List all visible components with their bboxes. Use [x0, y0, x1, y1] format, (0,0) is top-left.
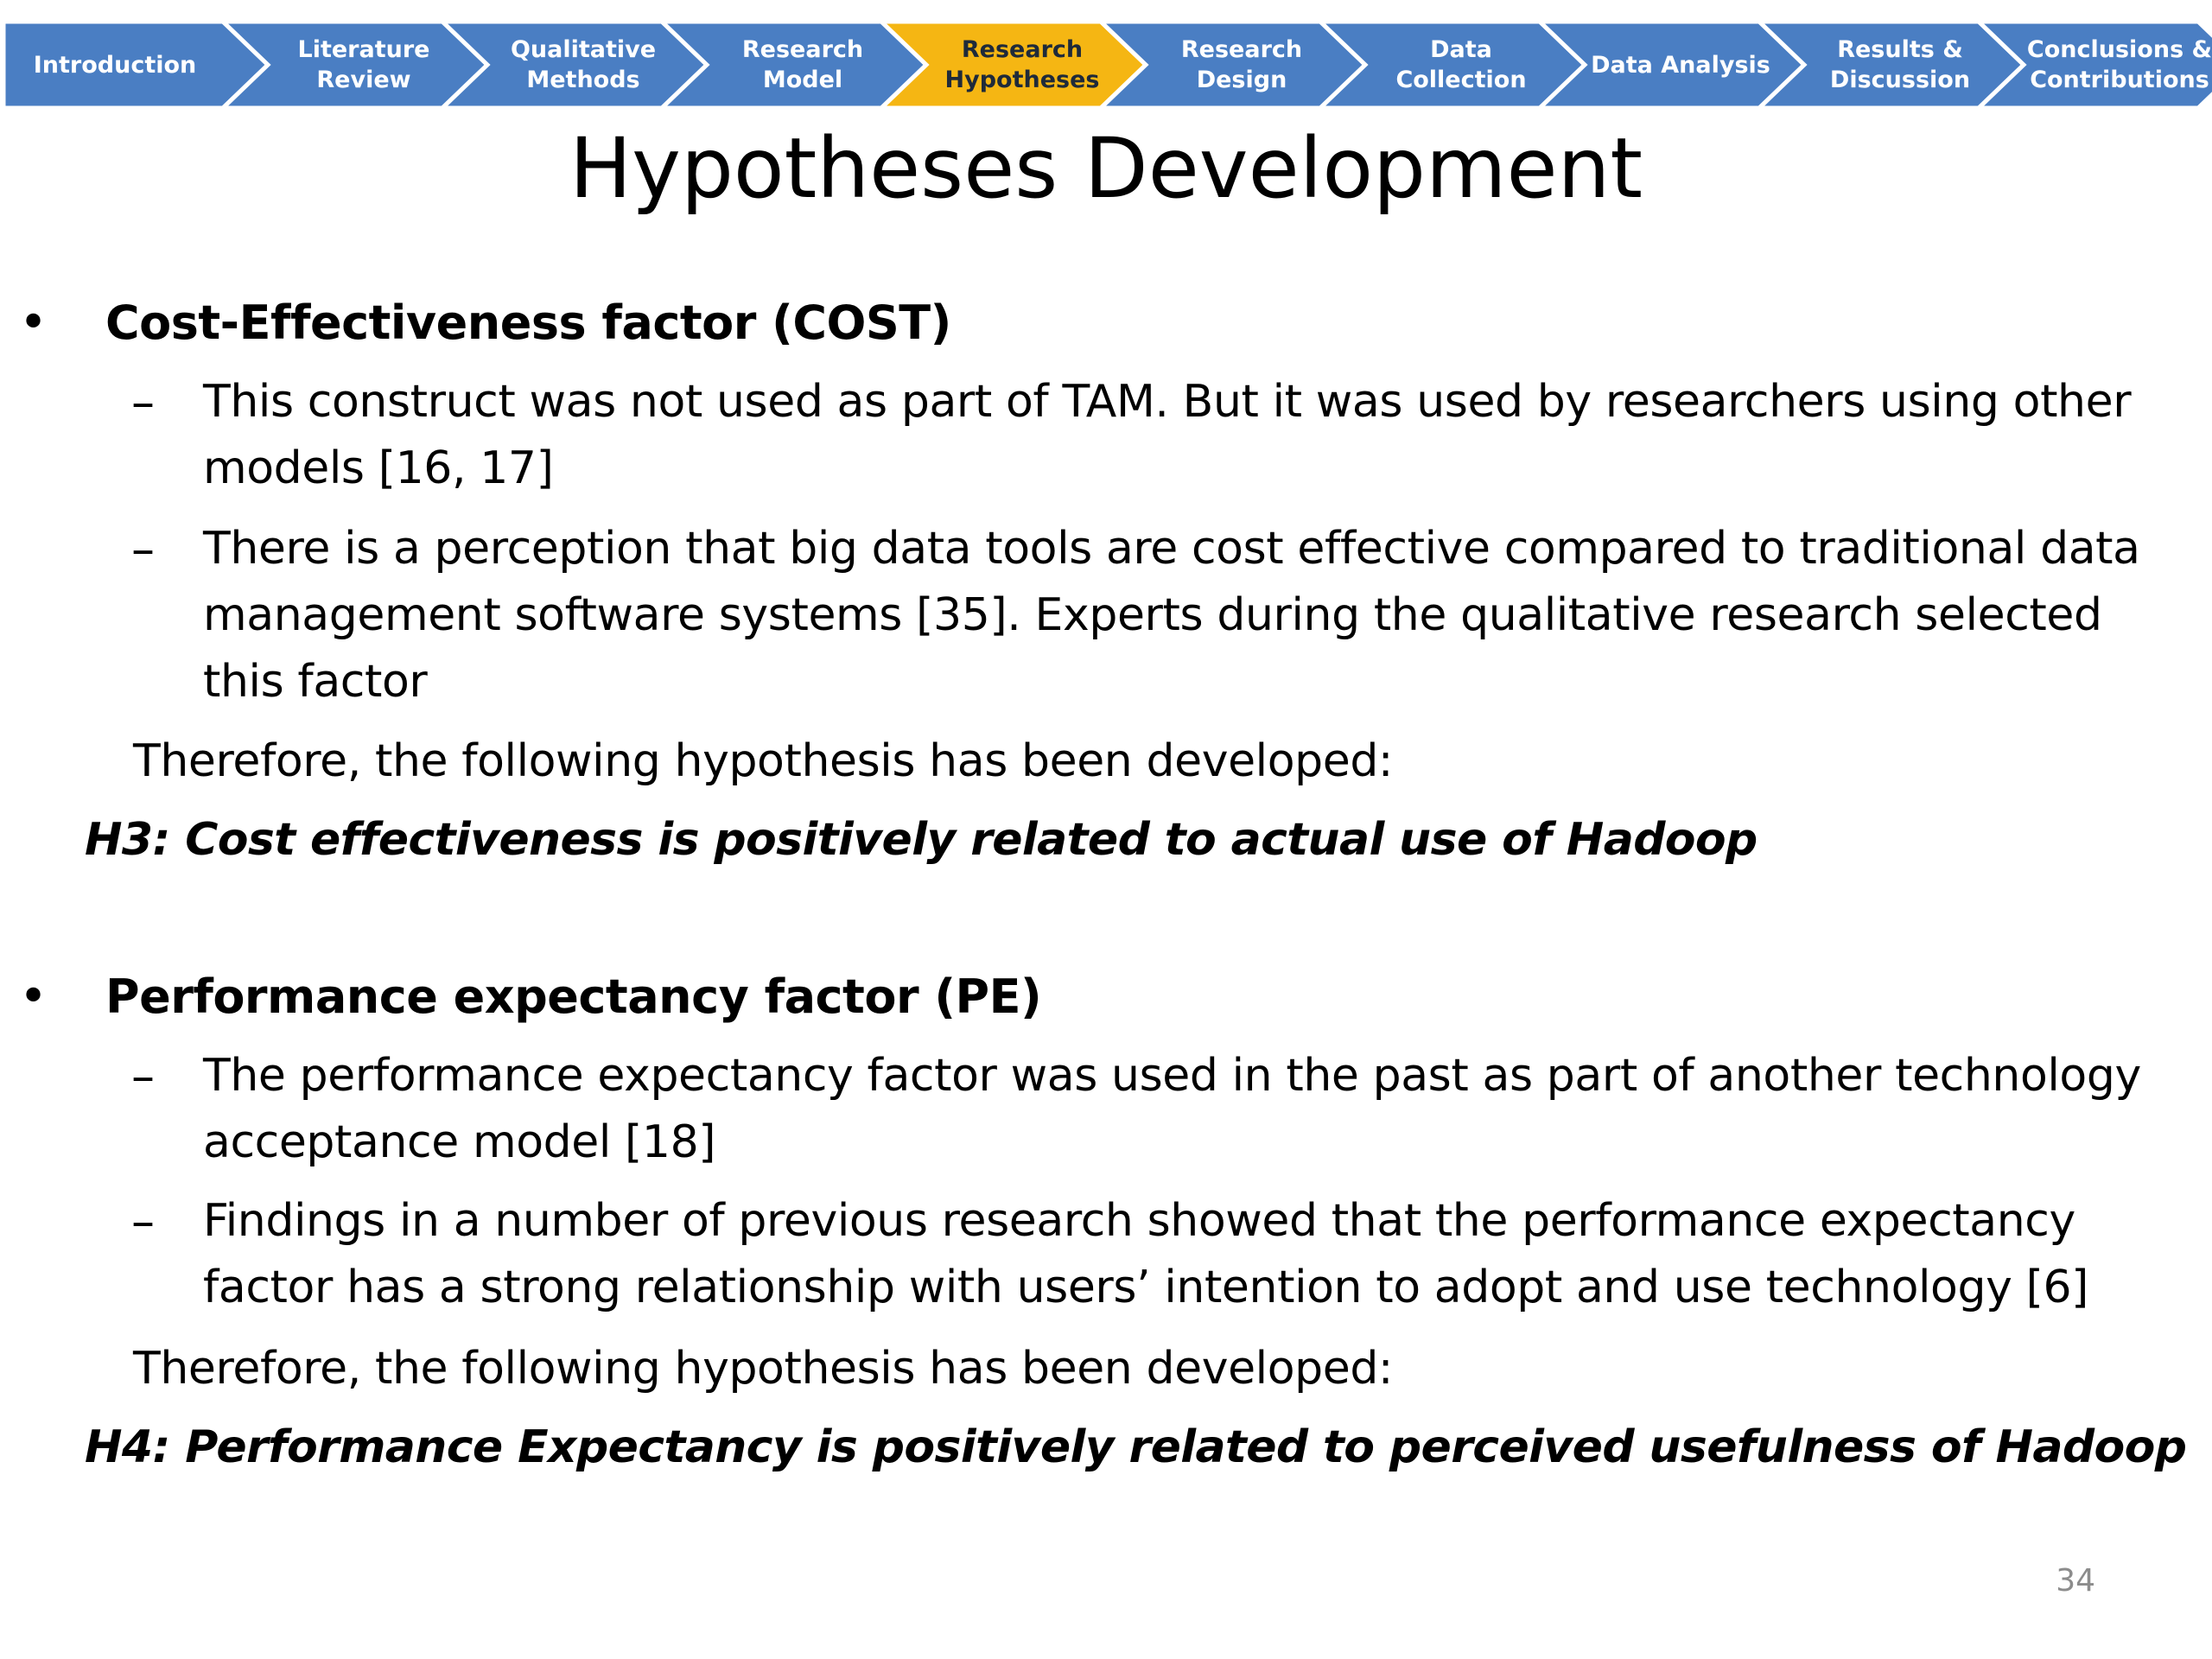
nav-step-label: Results & Discussion: [1829, 36, 1971, 93]
hypothesis-h4: H4: Performance Expectancy is positively related to perceived usefulness of Hadoop: [85, 1421, 2187, 1473]
nav-step-label: Qualitative Methods: [510, 36, 657, 93]
page-title: Hypotheses Development: [569, 120, 1643, 217]
nav-step-label: Research Hypotheses: [944, 36, 1100, 93]
cost-point-2: There is a perception that big data tools are cost effective compared to traditional data management software systems [35]. Experts during the qualitative research selected this factor: [203, 523, 2140, 708]
nav-step-label: Research Model: [741, 36, 864, 93]
point-dash: –: [131, 375, 155, 429]
page-number: 34: [2056, 1563, 2095, 1599]
hypothesis-h3: H3: Cost effectiveness is positively related to actual use of Hadoop: [85, 814, 1758, 866]
pe-point-1: The performance expectancy factor was used in the past as part of another technology acceptance model [18]: [203, 1050, 2141, 1168]
section-heading-pe: Performance expectancy factor (PE): [105, 969, 1042, 1024]
point-dash: –: [131, 1194, 155, 1249]
nav-step-label: Conclusions & Contributions: [2026, 36, 2212, 93]
section-bullet: •: [19, 295, 48, 351]
section-bullet: •: [19, 969, 48, 1025]
pe-point-2: Findings in a number of previous research showed that the performance expectancy factor has a strong relationship with users’ intention to adopt and use technology [6]: [203, 1195, 2089, 1313]
cost-point-1: This construct was not used as part of TAM. But it was used by researchers using other models [16, 17]: [203, 376, 2132, 494]
nav-step-label: Research Design: [1180, 36, 1303, 93]
nav-step-label: Data Analysis: [1591, 51, 1770, 79]
pe-therefore-text: Therefore, the following hypothesis has been developed:: [133, 1343, 1394, 1395]
progress-nav-shapes: [0, 19, 2212, 111]
nav-step-label: Literature Review: [297, 36, 430, 93]
section-heading-cost: Cost-Effectiveness factor (COST): [105, 296, 951, 350]
nav-step-label: Introduction: [33, 51, 197, 79]
cost-therefore-text: Therefore, the following hypothesis has been developed:: [133, 735, 1394, 787]
point-dash: –: [131, 1049, 155, 1103]
nav-step-label: Data Collection: [1395, 36, 1527, 93]
nav-step-chevron[interactable]: [3, 22, 268, 108]
progress-nav: [0, 19, 2212, 111]
point-dash: –: [131, 522, 155, 576]
